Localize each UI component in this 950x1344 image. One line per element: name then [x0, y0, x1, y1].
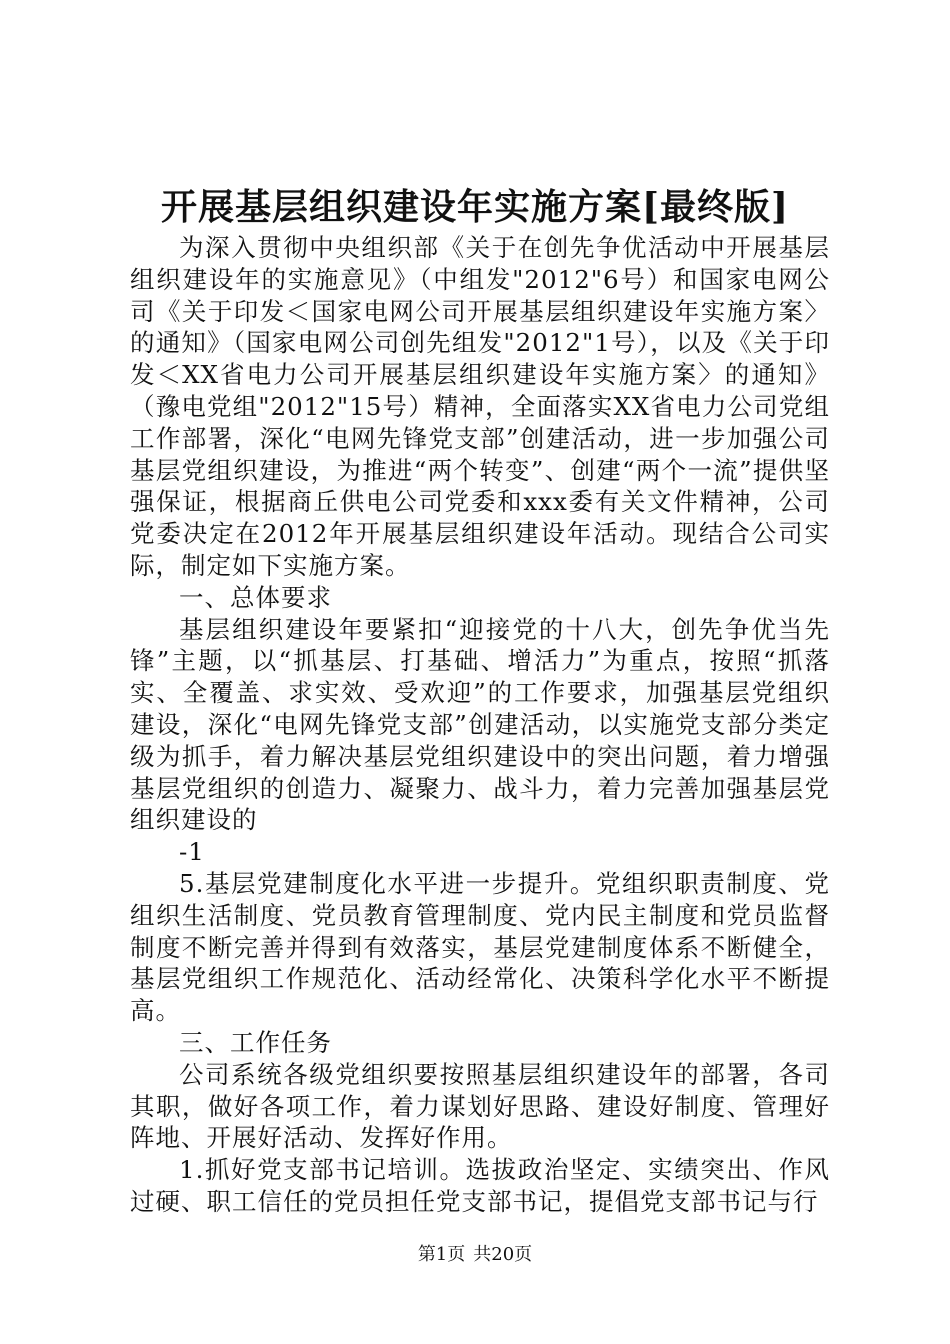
work-tasks-paragraph: 公司系统各级党组织要按照基层组织建设年的部署，各司其职，做好各项工作，着力谋划好思路、建设好制度、管理好阵地、开展好活动、发挥好作用。	[130, 1059, 830, 1153]
page-break-marker: -1	[179, 837, 205, 867]
general-requirements-paragraph: 基层组织建设年要紧扣“迎接党的十八大，创先争优当先锋”主题，以“抓基层、打基础、增活力”为重点，按照“抓落实、全覆盖、求实效、受欢迎”的工作要求，加强基层党组织建设，深化“电网先锋党支部”创建活动，以实施党支部分类定级为抓手，着力解决基层党组织建设中的突出问题，着力增强基层党组织的创造力、凝聚力、战斗力，着力完善加强基层党组织建设的	[130, 614, 830, 835]
page-number: 第1页	[417, 1244, 466, 1265]
section-heading-general-requirements: 一、总体要求	[179, 582, 332, 612]
task-item-1-paragraph: 1.抓好党支部书记培训。选拔政治坚定、实绩突出、作风过硬、职工信任的党员担任党支部书记，提倡党支部书记与行	[130, 1155, 830, 1216]
document-title: 开展基层组织建设年实施方案[最终版]	[160, 186, 790, 228]
page-footer	[0, 1242, 950, 1268]
intro-paragraph: 为深入贯彻中央组织部《关于在创先争优活动中开展基层组织建设年的实施意见》（中组发"2012"6号）和国家电网公司《关于印发＜国家电网公司开展基层组织建设年实施方案〉的通知》（国家电网公司创先组发"2012"1号），以及《关于印发＜XX省电力公司开展基层组织建设年实施方案〉的通知》（豫电党组"2012"15号）精神，全面落实XX省电力公司党组工作部署，深化“电网先锋党支部”创建活动，进一步加强公司基层党组织建设，为推进“两个转变”、创建“两个一流”提供坚强保证，根据商丘供电公司党委和xxx委有关文件精神，公司党委决定在2012年开展基层组织建设年活动。现结合公司实际，制定如下实施方案。	[130, 233, 830, 580]
section-heading-work-tasks: 三、工作任务	[179, 1027, 332, 1057]
page-total: 共20页	[473, 1244, 533, 1265]
document-body	[130, 232, 830, 1218]
goal-item-5-paragraph: 5.基层党建制度化水平进一步提升。党组织职责制度、党组织生活制度、党员教育管理制度、党内民主制度和党员监督制度不断完善并得到有效落实，基层党建制度体系不断健全，基层党组织工作规范化、活动经常化、决策科学化水平不断提高。	[130, 868, 830, 1026]
